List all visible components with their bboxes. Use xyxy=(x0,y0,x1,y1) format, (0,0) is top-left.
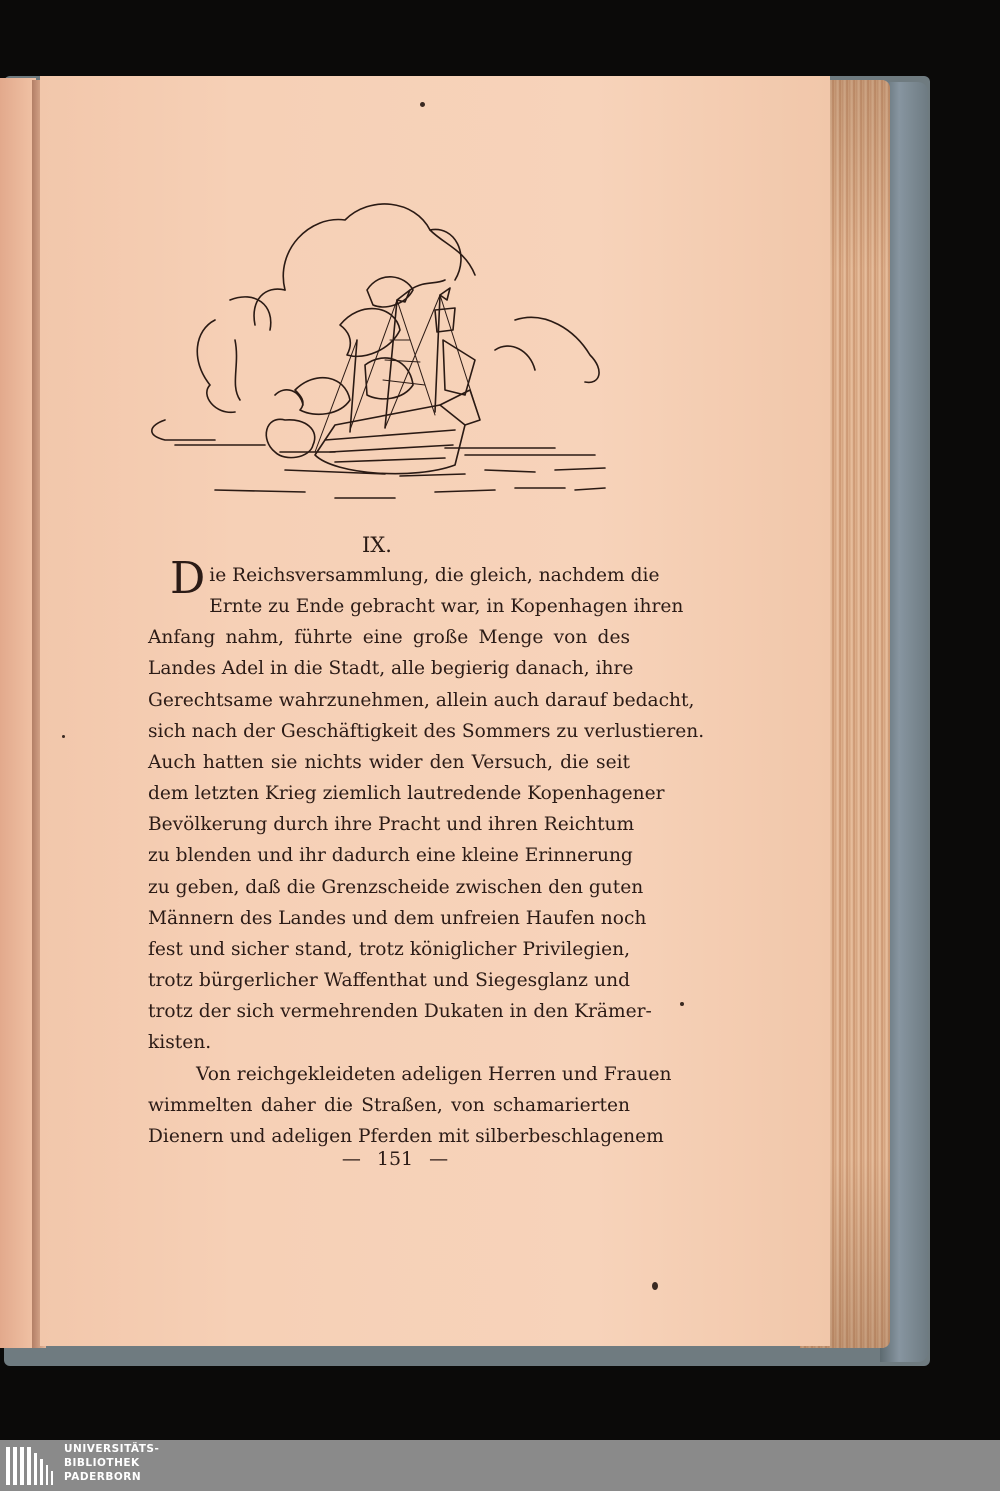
ink-speck xyxy=(652,1282,658,1290)
text-line: Dienern und adeligen Pferden mit silberbeschlagenem xyxy=(148,1125,664,1147)
paragraph-2 xyxy=(148,1059,672,1152)
text-line: Auch hatten sie nichts wider den Versuch, die seit xyxy=(148,751,630,773)
text-line: wimmelten daher die Straßen, von schamarierten xyxy=(148,1094,630,1116)
ship-sail xyxy=(367,277,413,307)
drop-cap: D xyxy=(170,553,206,604)
text-line: dem letzten Krieg ziemlich lautredende Kopenhagener xyxy=(148,783,665,805)
library-name-line-3: PADERBORN xyxy=(64,1471,142,1483)
ink-speck xyxy=(680,1002,684,1006)
text-line: kisten. xyxy=(148,1032,212,1054)
body-text xyxy=(148,553,705,1152)
text-line: Männern des Landes und dem unfreien Haufen noch xyxy=(148,907,647,929)
smoke-cloud xyxy=(283,204,461,290)
ship-sail xyxy=(443,340,475,395)
text-line: zu geben, daß die Grenzscheide zwischen den guten xyxy=(148,876,644,898)
text-line: Bevölkerung durch ihre Pracht und ihren Reichtum xyxy=(148,814,635,836)
text-line: trotz bürgerlicher Waffenthat und Siegesglanz und xyxy=(148,970,630,992)
ink-speck xyxy=(420,102,425,107)
text-line: zu blenden und ihr dadurch eine kleine Erinnerung xyxy=(148,845,633,867)
library-logo-icon xyxy=(4,1443,60,1489)
chapter-number: IX. xyxy=(362,533,392,557)
text-line: Von reichgekleideten adeligen Herren und Frauen xyxy=(196,1063,672,1085)
library-name-line-2: BIBLIOTHEK xyxy=(64,1457,140,1469)
page-number: — 151 — xyxy=(341,1148,449,1170)
ship-illustration xyxy=(135,190,615,510)
paragraph-1 xyxy=(148,553,705,1059)
text-line: Gerechtsame wahrzunehmen, allein auch darauf bedacht, xyxy=(148,689,695,711)
text-line: Ernte zu Ende gebracht war, in Kopenhagen ihren xyxy=(209,596,684,618)
text-line: sich nach der Geschäftigkeit des Sommers zu verlustieren. xyxy=(148,720,705,742)
text-line: fest und sicher stand, trotz königlicher Privilegien, xyxy=(148,938,630,960)
text-line: Landes Adel in die Stadt, alle begierig danach, ihre xyxy=(148,658,634,680)
text-line: trotz der sich vermehrenden Dukaten in den Krämer- xyxy=(148,1001,652,1023)
ink-speck xyxy=(62,735,65,738)
text-line: Anfang nahm, führte eine große Menge von des xyxy=(148,627,630,649)
left-page-edge xyxy=(0,78,36,1348)
text-line: ie Reichsversammlung, die gleich, nachdem die xyxy=(209,565,660,586)
ship-sail xyxy=(295,378,350,415)
library-name-line-1: UNIVERSITÄTS- xyxy=(64,1443,160,1455)
